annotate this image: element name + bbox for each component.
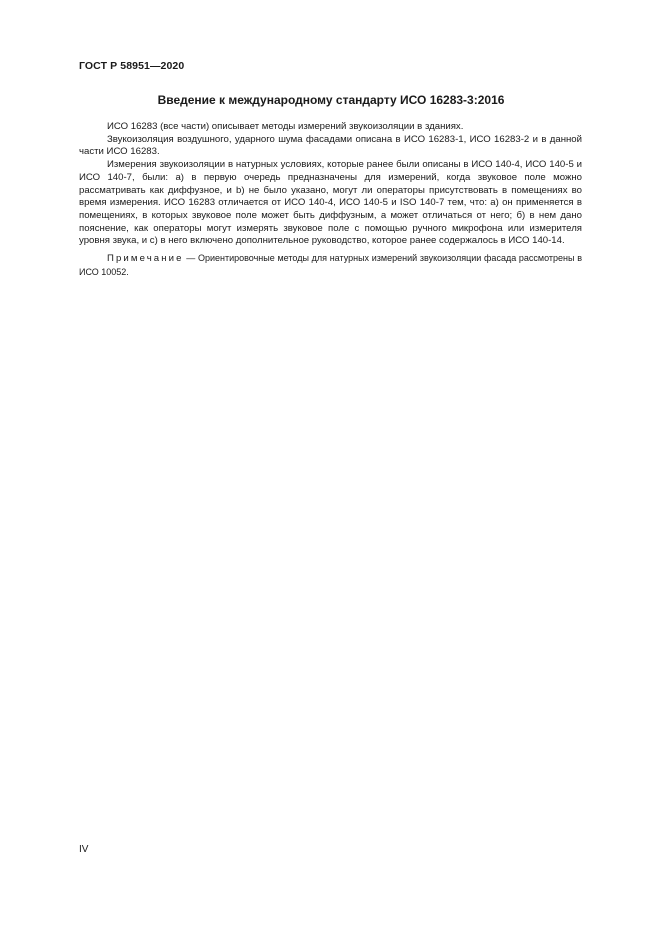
document-code: ГОСТ Р 58951—2020 — [79, 60, 185, 72]
note-text: — Ориентировочные методы для натурных измерений звукоизоляции фасада рассмотрены в ИСО 10052. — [79, 253, 582, 277]
paragraph-1: ИСО 16283 (все части) описывает методы измерений звукоизоляции в зданиях. — [107, 121, 464, 132]
paragraph-3: Измерения звукоизоляции в натурных условиях, которые ранее были описаны в ИСО 140-4, ИСО 140-5 и ИСО 140-7, были: а) в первую очередь предназначены для измерений, когда звуковое поле можно рассматривать как диффузное, и b) не было указано, могут ли операторы присутствовать в помещениях во время измерения. ИСО 16283 отличается от ИСО 140-4, ИСО 140-5 и ISO 140-7 тем, что: а) он применяется в помещениях, в которых звуковое поле может быть диффузным, а может отличаться от него; б) в нем дано пояснение, как операторы могут измерять звуковое поле с помощью ручного микрофона или измерителя уровня звука, и с) в него включено дополнительное руководство, которое ранее содержалось в ИСО 140-14. — [79, 159, 582, 247]
paragraph-2: Звукоизоляция воздушного, ударного шума фасадами описана в ИСО 16283-1, ИСО 16283-2 и в данной части ИСО 16283. — [79, 133, 582, 158]
note-label: Примечание — [107, 253, 184, 265]
body-text — [79, 121, 582, 279]
page-number: IV — [79, 844, 89, 855]
section-title: Введение к международному стандарту ИСО 16283-3:2016 — [157, 93, 505, 107]
note — [79, 252, 582, 279]
